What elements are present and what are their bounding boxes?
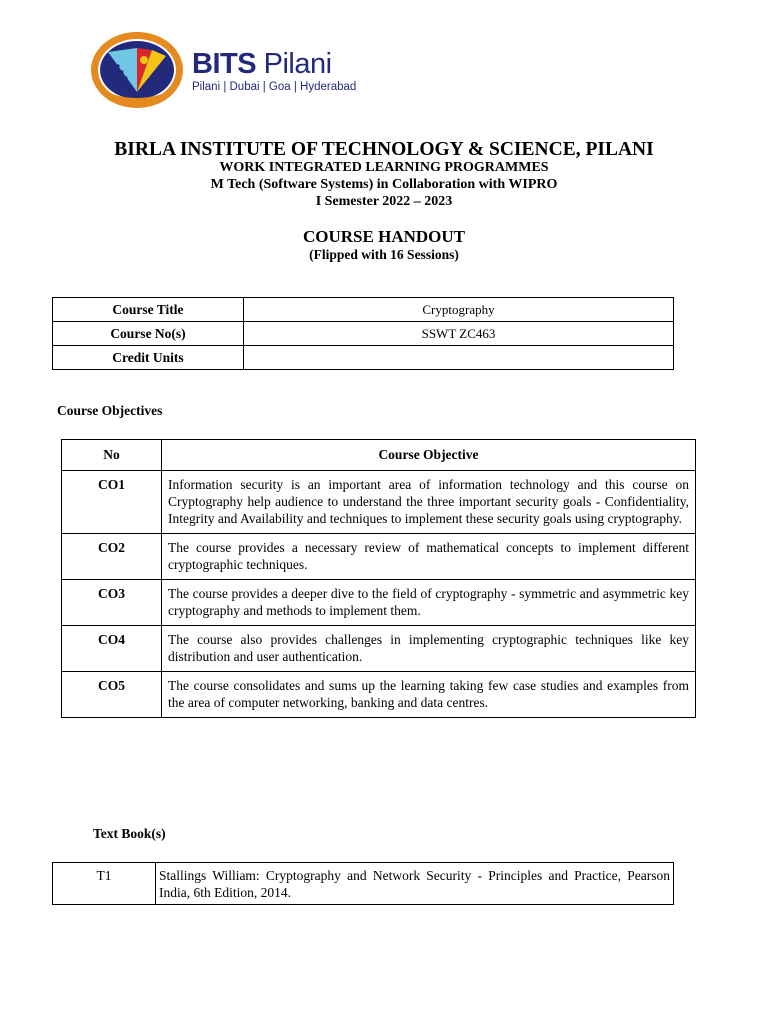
table-row bbox=[62, 580, 696, 626]
objective-text: The course provides a necessary review of mathematical concepts to implement different cryptographic techniques. bbox=[162, 534, 696, 580]
institute-name: BIRLA INSTITUTE OF TECHNOLOGY & SCIENCE, PILANI bbox=[114, 139, 654, 160]
document-title: COURSE HANDOUT bbox=[303, 227, 465, 246]
course-no-value: SSWT ZC463 bbox=[244, 322, 674, 346]
textbooks-table bbox=[52, 862, 674, 905]
objective-text: Information security is an important area of information technology and this course on Cryptography help audience to understand the three important security goals - Confidentiality, Integrity and Availability and techniques to implement these security goals using cryptography. bbox=[162, 471, 696, 534]
objective-code: CO4 bbox=[62, 626, 162, 672]
semester: I Semester 2022 – 2023 bbox=[315, 194, 453, 209]
table-row bbox=[62, 626, 696, 672]
objective-code: CO5 bbox=[62, 672, 162, 718]
objective-code: CO2 bbox=[62, 534, 162, 580]
table-header-row bbox=[62, 440, 696, 471]
objective-text: The course provides a deeper dive to the field of cryptography - symmetric and asymmetric key cryptography and methods to implement them. bbox=[162, 580, 696, 626]
course-title-label: Course Title bbox=[53, 298, 244, 322]
course-objectives-heading: Course Objectives bbox=[57, 403, 163, 418]
table-row bbox=[53, 863, 674, 905]
objective-code: CO3 bbox=[62, 580, 162, 626]
objective-text: The course also provides challenges in implementing cryptographic techniques like key distribution and user authentication. bbox=[162, 626, 696, 672]
textbook-text: Stallings William: Cryptography and Network Security - Principles and Practice, Pearson India, 6th Edition, 2014. bbox=[156, 863, 674, 905]
credit-units-label: Credit Units bbox=[53, 346, 244, 370]
course-objectives-table bbox=[61, 439, 696, 718]
textbooks-heading: Text Book(s) bbox=[93, 826, 166, 841]
textbook-code: T1 bbox=[53, 863, 156, 905]
brand-name: BITS Pilani bbox=[192, 48, 332, 80]
column-header-no: No bbox=[62, 440, 162, 471]
table-row bbox=[62, 471, 696, 534]
table-row bbox=[53, 346, 674, 370]
table-row bbox=[62, 534, 696, 580]
column-header-objective: Course Objective bbox=[162, 440, 696, 471]
campus-list: Pilani | Dubai | Goa | Hyderabad bbox=[192, 81, 357, 93]
credit-units-value bbox=[244, 346, 674, 370]
degree-name: M Tech (Software Systems) in Collaboration with WIPRO bbox=[210, 177, 558, 192]
course-title-value: Cryptography bbox=[244, 298, 674, 322]
programme-name: WORK INTEGRATED LEARNING PROGRAMMES bbox=[219, 160, 549, 175]
course-info-table bbox=[52, 297, 674, 370]
table-row bbox=[53, 322, 674, 346]
table-row bbox=[53, 298, 674, 322]
bits-emblem-icon bbox=[88, 30, 186, 110]
bits-pilani-logo bbox=[88, 30, 358, 110]
objective-text: The course consolidates and sums up the learning taking few case studies and examples from the area of computer networking, banking and data centres. bbox=[162, 672, 696, 718]
objective-code: CO1 bbox=[62, 471, 162, 534]
document-subtitle: (Flipped with 16 Sessions) bbox=[309, 247, 459, 262]
table-row bbox=[62, 672, 696, 718]
course-no-label: Course No(s) bbox=[53, 322, 244, 346]
